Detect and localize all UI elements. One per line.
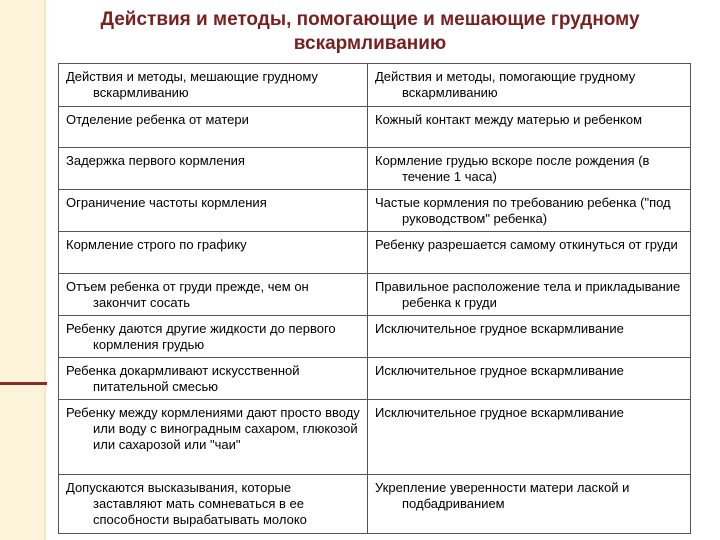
table-cell: [59, 400, 368, 475]
table-cell: [59, 107, 368, 148]
header-right-text: Действия и методы, помогающие грудному вскармливанию: [375, 69, 636, 100]
table-cell: [59, 274, 368, 316]
table-row: [59, 148, 691, 190]
table-cell: [59, 358, 368, 400]
table-cell: [368, 107, 691, 148]
header-left-text: Действия и методы, мешающие грудному вскармливанию: [66, 69, 318, 100]
row-right-text: Исключительное грудное вскармливание: [375, 405, 624, 420]
row-left-text: Ребенку даются другие жидкости до первого кормления грудью: [66, 321, 336, 352]
row-right-text: Ребенку разрешается самому откинуться от груди: [375, 237, 678, 252]
row-left-text: Ограничение частоты кормления: [66, 195, 267, 210]
row-right-text: Исключительное грудное вскармливание: [375, 363, 624, 378]
table-row: [59, 232, 691, 274]
table-row: [59, 107, 691, 148]
row-right-text: Укрепление уверенности матери лаской и подбадриванием: [375, 480, 630, 511]
comparison-table: [58, 63, 691, 534]
row-left-text: Задержка первого кормления: [66, 153, 245, 168]
row-left-text: Отъем ребенка от груди прежде, чем он закончит сосать: [66, 279, 309, 310]
table-cell: [368, 358, 691, 400]
row-right-text: Правильное расположение тела и прикладывание ребенка к груди: [375, 279, 681, 310]
table-cell: [368, 190, 691, 232]
table-cell: [368, 148, 691, 190]
table-cell: [59, 475, 368, 534]
table-row: [59, 274, 691, 316]
table-cell: [368, 316, 691, 358]
row-left-text: Ребенку между кормлениями дают просто вводу или воду с виноградным сахаром, глюкозой или сахарозой или "чаи": [66, 405, 360, 452]
table-cell: [368, 400, 691, 475]
table-cell: [368, 475, 691, 534]
table-header-cell: [59, 64, 368, 107]
table-row: [59, 475, 691, 534]
left-accent-rule: [0, 382, 47, 385]
table-row: [59, 190, 691, 232]
row-left-text: Допускаются высказывания, которые заставляют мать сомневаться в ее способности вырабатывать молоко: [66, 480, 307, 527]
slide-title: Действия и методы, помогающие и мешающие грудному вскармливанию: [100, 9, 640, 54]
row-right-text: Исключительное грудное вскармливание: [375, 321, 624, 336]
left-decorative-band: [0, 0, 44, 540]
vertical-divider: [44, 0, 46, 540]
row-left-text: Ребенка докармливают искусственной питательной смесью: [66, 363, 300, 394]
table-cell: [59, 232, 368, 274]
table-row: [59, 316, 691, 358]
row-right-text: Частые кормления по требованию ребенка ("под руководством" ребенка): [375, 195, 671, 226]
table-cell: [59, 148, 368, 190]
table-row: [59, 358, 691, 400]
table-row: [59, 400, 691, 475]
table-cell: [368, 274, 691, 316]
table-header-cell: [368, 64, 691, 107]
table-header-row: [59, 64, 691, 107]
row-left-text: Отделение ребенка от матери: [66, 112, 249, 127]
table-cell: [368, 232, 691, 274]
row-right-text: Кожный контакт между матерью и ребенком: [375, 112, 643, 127]
table-cell: [59, 190, 368, 232]
table-cell: [59, 316, 368, 358]
row-right-text: Кормление грудью вскоре после рождения (в течение 1 часа): [375, 153, 650, 184]
row-left-text: Кормление строго по графику: [66, 237, 247, 252]
